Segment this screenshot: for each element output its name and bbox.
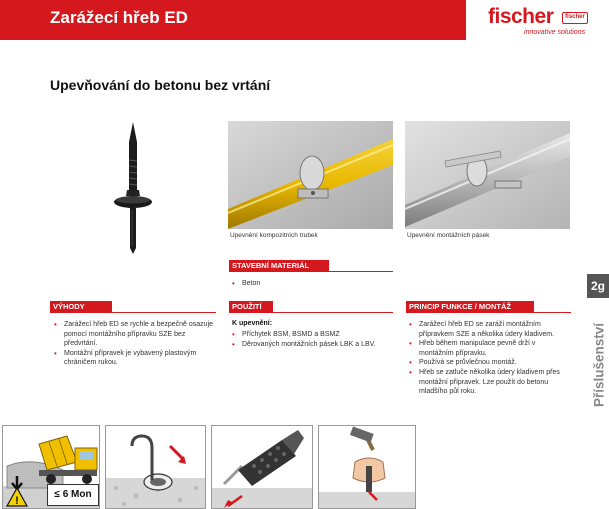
svg-text:!: ! [15,495,19,507]
brand-wordmark: fischer [488,5,554,28]
step-setting-tool [211,425,313,509]
chapter-label-text: Příslušenství [591,322,607,408]
section-heading-principle: PRINCIP FUNKCE / MONTÁŽ [406,301,534,312]
mounting-strap-illustration [405,121,570,229]
usage-label: K upevnění: [232,320,273,327]
step-hook-into-pipe [105,425,206,509]
page-subtitle: Upevňování do betonu bez vrtání [50,77,271,93]
list-item: • Příchytek BSM, BSMD a BSMZ [232,330,392,340]
list-item: • Hřeb během manipulace pevně drží v montážním přípravku. [409,339,571,358]
curing-time-warning: ≤ 6 Mon [47,484,99,506]
setting-tool-illustration [212,426,313,509]
hook-pipe-illustration [106,426,206,509]
chapter-tab[interactable]: 2g [587,274,609,298]
section-divider-principle [406,312,571,313]
composite-pipe-illustration [228,121,393,229]
list-item: • Zarážecí hřeb ED se rychle a bezpečně osazuje pomocí montážního přípravku SZE bez předvrtání. [54,320,214,349]
photo-caption-composite: Upevnění kompozitních trubek [230,232,318,239]
section-heading-usage: POUŽITÍ [229,301,273,312]
section-heading-advantages: VÝHODY [50,301,112,312]
advantages-list [54,320,214,368]
section-divider-advantages [50,312,216,313]
page-title: Zarážecí hřeb ED [50,8,188,27]
usage-list [232,330,392,349]
header [0,0,609,40]
step-concrete-mixer [2,425,100,509]
list-item: • Beton [232,279,392,289]
section-divider-material [229,271,393,272]
list-item: • Děrovaných montážních pásek LBK a LBV. [232,340,392,350]
section-divider-usage [229,312,393,313]
chapter-label [590,300,608,430]
list-item: • Montážní přípravek je vybavený plastovým chráničem rukou. [54,349,214,368]
photo-composite-pipe [228,121,393,229]
nail-product-image [112,120,154,255]
section-heading-material: STAVEBNÍ MATERIÁL [229,260,329,271]
brand-logo[interactable] [484,3,604,39]
brand-badge: fischer [562,12,588,24]
hammering-illustration [319,426,416,509]
step-hammering [318,425,416,509]
list-item: • Hřeb se zatluče několika údery kladivem přes montážní přípravek. Lze použít do betonu mladšího půl roku. [409,368,571,397]
photo-mounting-strap [405,121,570,229]
list-item: • Používá se průvlečnou montáž. [409,358,571,368]
photo-caption-strap: Upevnění montážních pásek [407,232,490,239]
principle-list [409,320,571,397]
brand-tagline: innovative solutions [524,29,586,36]
material-list [232,279,392,289]
list-item: • Zarážecí hřeb ED se zaráží montážním přípravkem SZE a několika údery kladivem. [409,320,571,339]
